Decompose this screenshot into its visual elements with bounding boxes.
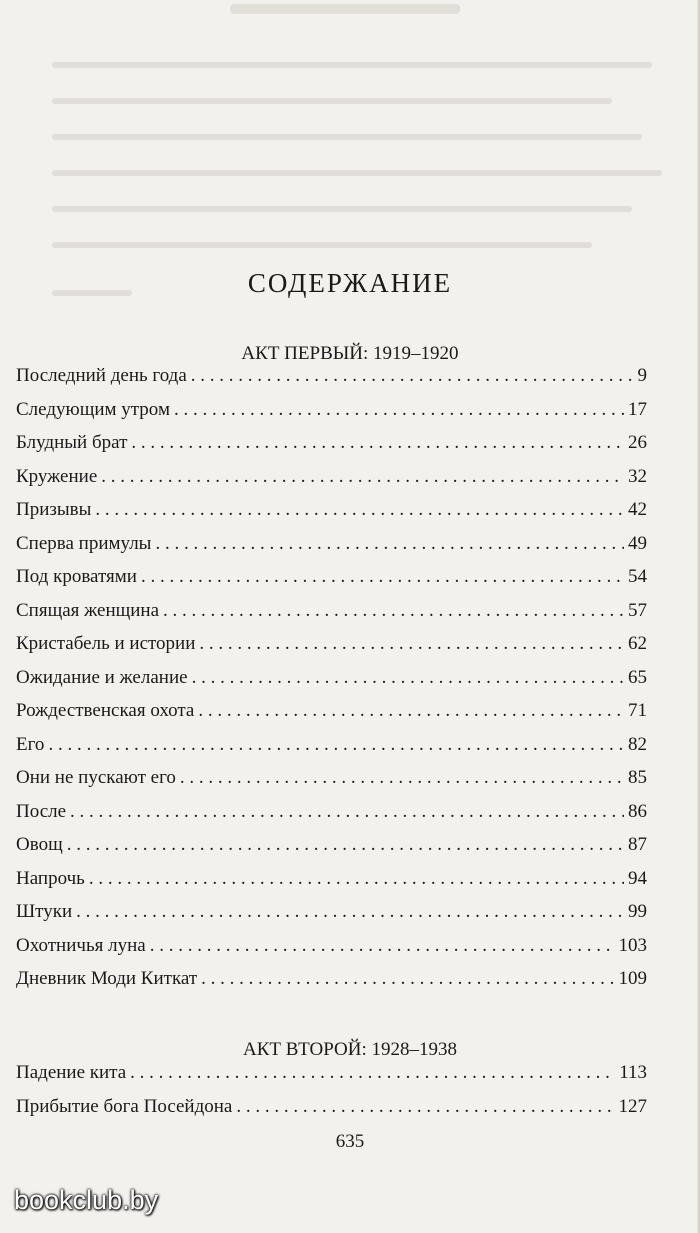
toc-entry: Напрочь . . . 94 xyxy=(16,868,647,902)
toc-entry: После . . . 86 xyxy=(16,801,647,835)
toc-entry: Призывы . . . 42 xyxy=(16,499,647,533)
show-through-text xyxy=(0,0,700,300)
toc-entry: Спящая женщина . . . 57 xyxy=(16,600,647,634)
toc-entry: Овощ . . . 87 xyxy=(16,834,647,868)
toc-entry: Падение кита . . . 113 xyxy=(16,1062,647,1096)
toc-entry: Последний день года . . . 9 xyxy=(16,365,647,399)
page-number: 635 xyxy=(335,1131,365,1152)
toc-entry: Ожидание и желание . . . 65 xyxy=(16,667,647,701)
contents-title: СОДЕРЖАНИЕ xyxy=(247,268,453,298)
toc-entry: Прибытие бога Посейдона . . . 127 xyxy=(16,1096,647,1130)
toc-entry: Штуки . . . 99 xyxy=(16,901,647,935)
toc-entry: Следующим утром . . . 17 xyxy=(16,399,647,433)
toc-entry: Его . . . 82 xyxy=(16,734,647,768)
toc-entry: Кристабель и истории . . . 62 xyxy=(16,633,647,667)
toc-entry: Под кроватями . . . 54 xyxy=(16,566,647,600)
site-watermark: bookclub.by xyxy=(14,1185,159,1215)
act-one-title: АКТ ПЕРВЫЙ: 1919–1920 xyxy=(241,343,459,364)
toc-entry: Сперва примулы . . . 49 xyxy=(16,533,647,567)
toc-entry: Рождественская охота . . . 71 xyxy=(16,700,647,734)
act-two-title: АКТ ВТОРОЙ: 1928–1938 xyxy=(242,1039,458,1060)
act-one-entries xyxy=(16,365,647,1002)
toc-entry: Блудный брат . . . 26 xyxy=(16,432,647,466)
toc-entry: Дневник Моди Киткат . . . 109 xyxy=(16,968,647,1002)
toc-entry: Охотничья луна . . . 103 xyxy=(16,935,647,969)
act-two-entries xyxy=(16,1062,647,1129)
toc-entry: Они не пускают его . . . 85 xyxy=(16,767,647,801)
toc-entry: Кружение . . . 32 xyxy=(16,466,647,500)
